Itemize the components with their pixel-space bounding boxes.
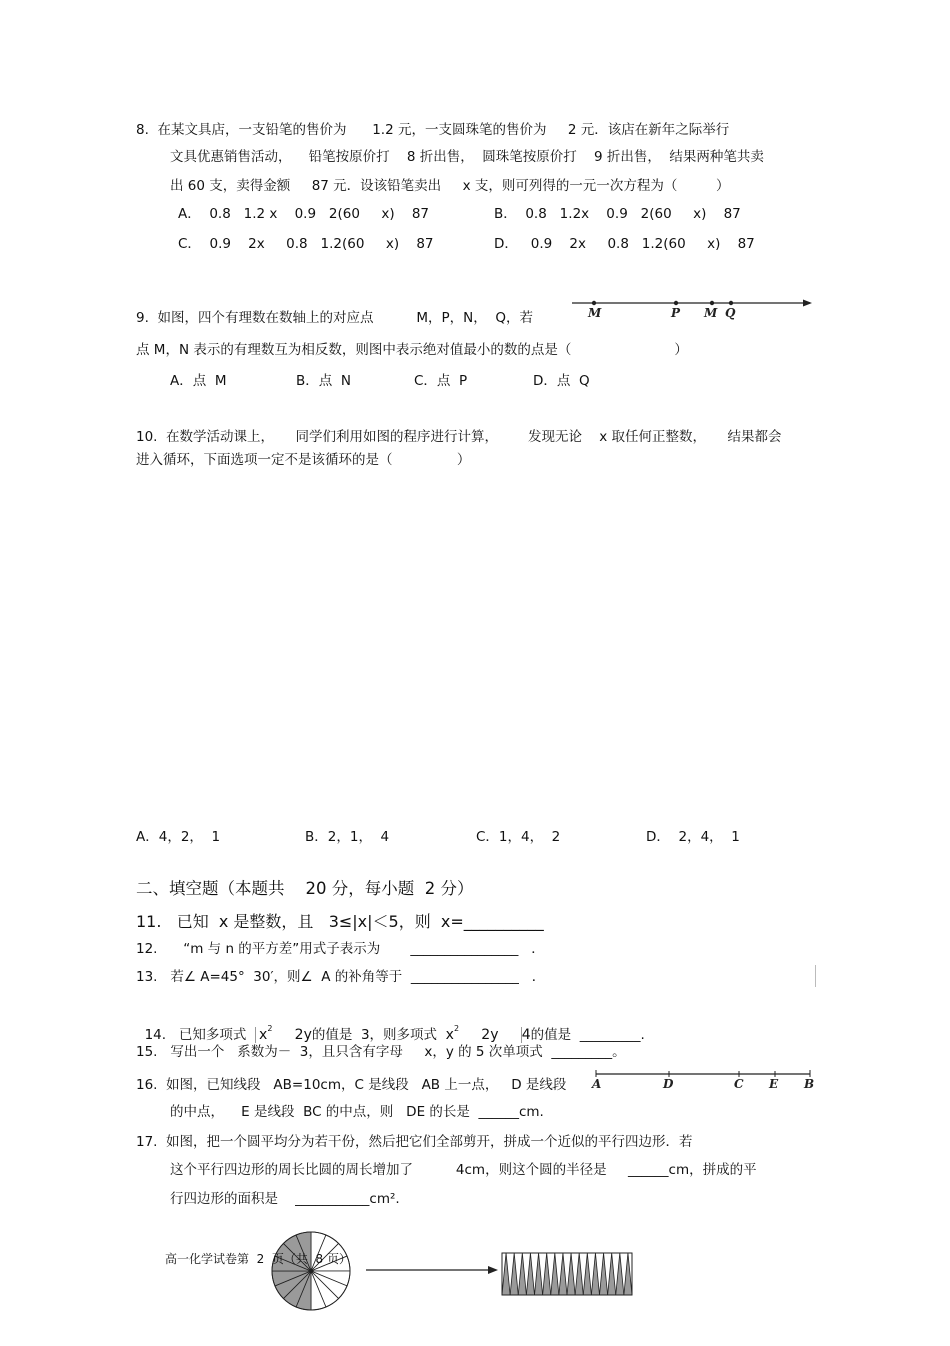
q10-line2: 进入循环，下面选项一定不是该循环的是（ ） [136,452,471,468]
seg-label-a: A [592,1077,602,1091]
q15: 15. 写出一个 系数为－ 3，且只含有字母 x，y 的 5 次单项式 _________。 [136,1044,626,1060]
q17-circle-figure [263,1230,359,1312]
q14-expr1: $x^2$ 2y [255,1027,312,1043]
parallelogram-sector [616,1253,624,1295]
q9-option-d: D．点 Q [533,373,590,389]
seg-label-c: C [734,1077,744,1091]
q8-option-c: C． 0.9 2x 0.8 1.2(60 x) 87 [178,236,434,252]
q16-line2: 的中点， E 是线段 BC 的中点，则 DE 的长是 ______cm. [170,1104,544,1120]
parallelogram-sector [575,1253,583,1295]
parallelogram-sector [518,1253,526,1295]
parallelogram-sector [510,1253,518,1295]
q8-option-d: D． 0.9 2x 0.8 1.2(60 x) 87 [494,236,755,252]
q14-suffix: 的值是 _________. [530,1027,645,1043]
q8-line2: 文具优惠销售活动， 铅笔按原价打 8 折出售， 圆珠笔按原价打 9 折出售， 结果两种笔共卖 [170,149,764,165]
axis-label-p: P [671,306,681,320]
section-heading: 二、填空题（本题共 20 分，每小题 2 分） [136,879,474,898]
axis-label-m1: M [588,306,602,320]
parallelogram-sector [526,1253,534,1295]
q8-line3: 出 60 支，卖得金额 87 元．设该铅笔卖出 x 支，则可列得的一元一次方程为（ ） [170,178,730,194]
q8-option-b: B． 0.8 1.2x 0.9 2(60 x) 87 [494,206,741,222]
parallelogram-sector [583,1253,591,1295]
q9-option-a: A．点 M [170,373,227,389]
parallelogram-sector [502,1253,510,1295]
parallelogram-sector [559,1253,567,1295]
q14 [136,1008,645,1044]
q14-middle: 的值是 3，则多项式 [311,1027,446,1043]
q9-line2: 点 M，N 表示的有理数互为相反数，则图中表示绝对值最小的数的点是（ ） [136,342,688,358]
q10-option-d: D． 2，4， 1 [646,829,740,845]
right-margin-mark [815,965,816,987]
q8-line1: 8. 在某文具店，一支铅笔的售价为 1.2 元，一支圆珠笔的售价为 2 元．该店在新年之际举行 [136,122,730,138]
parallelogram-sector [624,1253,632,1295]
q9-number-line [570,293,815,323]
q9-option-b: B．点 N [296,373,351,389]
q11: 11. 已知 x 是整数，且 3≤|x|＜5，则 x=__________ [136,912,544,931]
q16-line1: 16. 如图，已知线段 AB=10cm，C 是线段 AB 上一点， D 是线段 [136,1077,567,1093]
q9-line1: 9. 如图，四个有理数在数轴上的对应点 M，P，N， Q，若 [136,310,533,326]
q16-segment-figure [592,1068,817,1094]
q10-line1: 10. 在数学活动课上， 同学们利用如图的程序进行计算， 发现无论 x 取任何正整数， 结果都会 [136,429,782,445]
parallelogram-sector [551,1253,559,1295]
axis-label-q: Q [725,306,736,320]
q12: 12. “m 与 n 的平方差”用式子表示为 ________________ ． [136,941,545,957]
parallelogram-sector [567,1253,575,1295]
parallelogram-sector [535,1253,543,1295]
parallelogram-sector [543,1253,551,1295]
seg-label-d: D [663,1077,674,1091]
q17-line2: 这个平行四边形的周长比圆的周长增加了 4cm，则这个圆的半径是 ______cm，拼成的平 [170,1162,757,1178]
q8-option-a: A． 0.8 1.2 x 0.9 2(60 x) 87 [178,206,430,222]
axis-label-m2: M [704,306,718,320]
q17-line3: 行四边形的面积是 ___________cm². [170,1191,400,1207]
q10-option-b: B．2，1， 4 [305,829,390,845]
q9-option-c: C．点 P [414,373,468,389]
q17-arrow [366,1263,501,1277]
q13: 13. 若∠ A=45° 30′，则∠ A 的补角等于 ________________ ． [136,969,546,985]
q14-expr2: $x^2$ 2y 4 [445,1024,531,1043]
seg-label-b: B [804,1077,815,1091]
parallelogram-sector [591,1253,599,1295]
page-footer: 高一化学试卷第 2 页（共 8 页） [165,1252,351,1266]
q10-option-c: C．1，4， 2 [476,829,561,845]
q10-option-a: A．4，2， 1 [136,829,221,845]
q14-prefix: 14. 已知多项式 [144,1027,256,1043]
q17-line1: 17. 如图，把一个圆平均分为若干份，然后把它们全部剪开，拼成一个近似的平行四边形．若 [136,1134,693,1150]
q17-parallelogram-figure [500,1250,635,1298]
parallelogram-sector [608,1253,616,1295]
parallelogram-sector [600,1253,608,1295]
seg-label-e: E [769,1077,779,1091]
